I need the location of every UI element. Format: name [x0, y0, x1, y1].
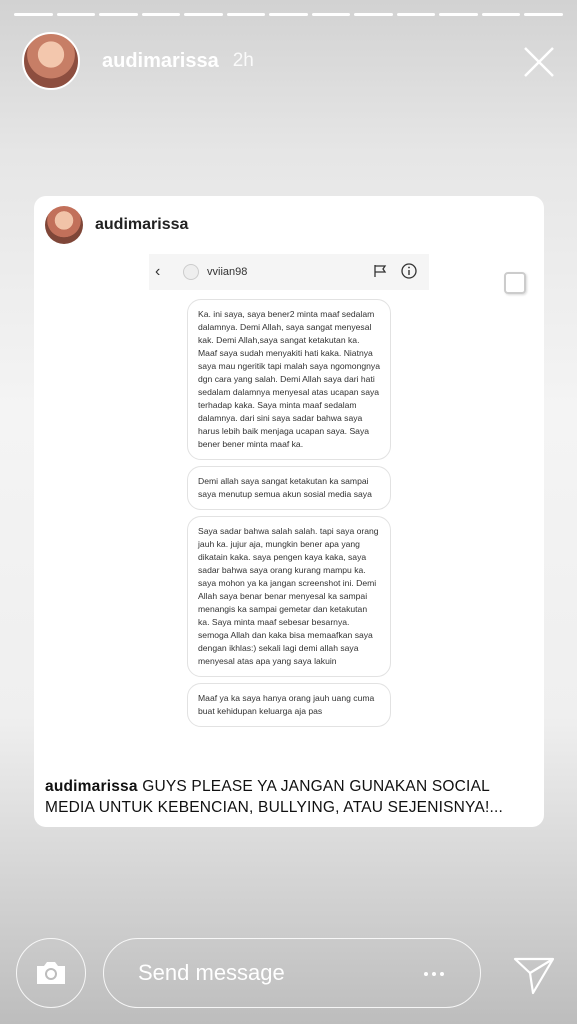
profile-avatar[interactable] — [22, 32, 80, 90]
progress-segment — [184, 13, 223, 16]
camera-button[interactable] — [16, 938, 86, 1008]
progress-segment — [397, 13, 436, 16]
shared-post-card[interactable] — [34, 196, 544, 827]
progress-segment — [227, 13, 266, 16]
post-username: audimarissa — [95, 216, 189, 233]
close-icon[interactable] — [519, 42, 559, 82]
progress-segment — [439, 13, 478, 16]
progress-segment — [312, 13, 351, 16]
post-caption — [45, 776, 530, 818]
dm-message-bubble: Saya sadar bahwa salah salah. tapi saya orang jauh ka. jujur aja, mungkin bener apa yang dikatain kaka. saya pengen kaya kaka, saya sadar bahwa saya orang kurang mampu ka. saya mohon ya ka jangan screenshot ini. Demi Allah saya benar benar menyesal ka sampai menangis ka sampai gemetar dan ketakutan ka. Saya minta maaf sebesar besarnya. semoga Allah dan kaka bisa memaafkan saya dengan ikhlas:) sekali lagi demi allah saya menyesal atas apa yang saya lakuin — [187, 516, 391, 677]
caption-text: GUYS PLEASE YA JANGAN GUNAKAN SOCIAL MEDIA UNTUK KEBENCIAN, BULLYING, ATAU SEJENISNYA!... — [45, 778, 503, 816]
multiple-photos-icon — [504, 272, 526, 294]
send-icon[interactable] — [511, 951, 557, 997]
progress-segment — [269, 13, 308, 16]
dm-avatar — [183, 264, 199, 280]
progress-segment — [99, 13, 138, 16]
progress-segment — [482, 13, 521, 16]
story-username[interactable]: audimarissa — [102, 49, 219, 72]
post-header — [45, 206, 188, 244]
dm-message-bubble: Demi allah saya sangat ketakutan ka sampai saya menutup semua akun sosial media saya — [187, 466, 391, 510]
progress-segment — [57, 13, 96, 16]
dm-message-bubble: Ka. ini saya, saya bener2 minta maaf sedalam dalamnya. Demi Allah, saya sangat menyesal kak. Demi Allah,saya sangat ketakutan ka. Maaf saya sudah menyakiti hati kaka. Niatnya saya mau ngeritik tapi malah saya ngomongnya dgn cara yang salah. Demi Allah saya dari hati sedalam dalamnya menyesal atas ucapan saya terhadap kaka. Saya minta maaf sedalam dalamnya. dari sini saya sadar bahwa saya harus lebih baik menjaga ucapan saya. Saya bener bener minta maaf ka. — [187, 299, 391, 460]
more-icon[interactable] — [424, 972, 444, 976]
progress-segment — [524, 13, 563, 16]
message-field[interactable] — [103, 938, 481, 1008]
flag-icon — [373, 264, 387, 278]
story-progress-bar — [14, 13, 563, 16]
progress-segment — [14, 13, 53, 16]
story-header — [22, 32, 559, 90]
dm-message-bubble: Maaf ya ka saya hanya orang jauh uang cuma buat kehidupan keluarga aja pas — [187, 683, 391, 727]
dm-username: vviian98 — [207, 266, 248, 278]
progress-segment — [354, 13, 393, 16]
camera-icon — [34, 959, 68, 987]
reply-bar — [16, 938, 557, 1008]
back-icon: ‹ — [155, 263, 161, 280]
send-message-input[interactable] — [138, 960, 398, 986]
story-timestamp: 2h — [232, 50, 254, 71]
info-icon — [401, 263, 417, 279]
dm-header — [149, 254, 429, 290]
caption-username: audimarissa — [45, 778, 138, 795]
post-avatar — [45, 206, 83, 244]
dm-screenshot — [149, 254, 429, 759]
progress-segment — [142, 13, 181, 16]
